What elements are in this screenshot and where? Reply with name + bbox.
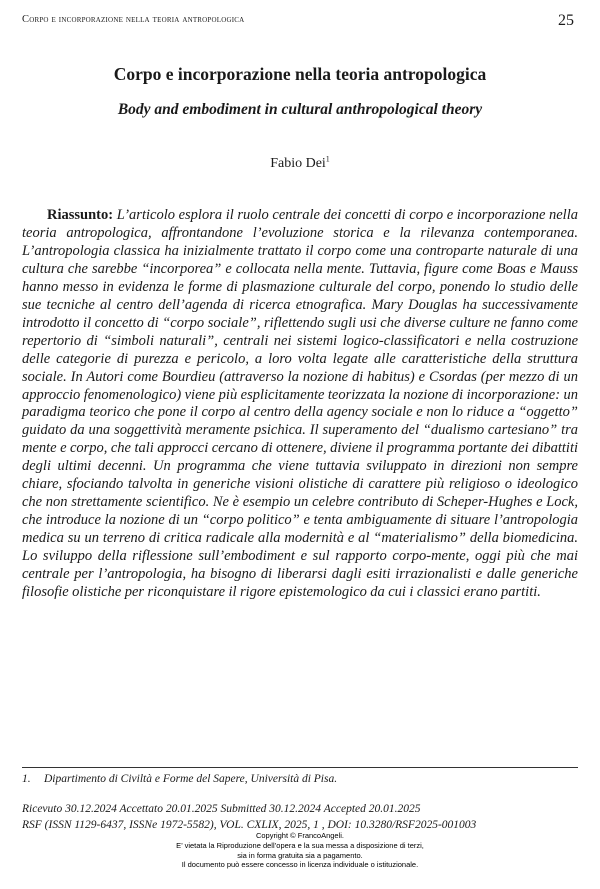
running-head: Corpo e incorporazione nella teoria antropologica [22,14,245,25]
copyright-line: Copyright © FrancoAngeli. [255,831,345,840]
copyright-line: sia in forma gratuita sia a pagamento. [237,850,363,860]
received-dates: Ricevuto 30.12.2024 Accettato 20.01.2025 Submitted 30.12.2024 Accepted 20.01.2025 [22,803,421,815]
page-number: 25 [558,12,574,29]
journal-citation: RSF (ISSN 1129-6437, ISSNe 1972-5582), VOL. CXLIX, 2025, 1 , DOI: 10.3280/RSF2025-001003 [22,819,477,831]
article-title: Corpo e incorporazione nella teoria antropologica [113,64,487,84]
abstract [22,207,578,602]
copyright-notice [0,831,600,870]
author-footnote-mark: 1 [325,154,330,164]
copyright-line: Il documento può essere concesso in licenza individuale o istituzionale. [181,860,419,870]
author-name: Fabio Dei [270,156,326,171]
article-subtitle: Body and embodiment in cultural anthropological theory [117,101,483,118]
abstract-label: Riassunto: [47,207,114,223]
abstract-text: L’articolo esplora il ruolo centrale dei concetti di corpo e incorporazione nella teoria antropologica, affrontandone l’evoluzione storica e la rilevanza contemporanea. L’antropologia classica ha inizialmente trattato il corpo come una controparte naturale di una cultura che sarebbe “incorporea” e collocata nella mente. Tuttavia, figure come Boas e Mauss hanno messo in evidenza le forme di plasmazione culturale del corpo, ponendo lo studio delle sue tecniche al centro dell’agenda di ricerca etnografica. Mary Douglas ha successivamente introdotto il concetto di “corpo sociale”, riflettendo sugli usi che diverse culture ne fanno come repertorio di “simboli naturali”, centrali nei sistemi logico-classificatori e nella costruzione delle categorie di purezza e pericolo, a loro volta legate alle caratteristiche della struttura sociale. In Autori come Bourdieu (attraverso la nozione di habitus) e Csordas (per mezzo di un approccio fenomenologico) viene più esplicitamente teorizzata la nozione di incorporazione: un paradigma teorico che pone il corpo al centro della agency sociale e non lo riduce a “oggetto” guidato da una soggettività meramente psichica. Il superamento del “dualismo cartesiano” tra mente e corpo, che tali approcci cercano di ottenere, diviene il programma portante dei dibattiti degli ultimi decenni. Un programma che viene tuttavia sviluppato in direzioni non sempre chiare, sfociando talvolta in generiche visioni olistiche di carattere più religioso o ideologico che non strettamente scientifico. Ne è esempio un celebre contributo di Scheper-Hughes e Lock, che introduce la nozione di un “corpo politico” e tenta ambiguamente di situare l’antropologia medica su un terreno di critica radicale alla modernità e al “materialismo” della biomedicina. Lo sviluppo della riflessione sull’embodiment e sul rapporto corpo-mente, oggi più che mai centrale per l’antropologia, ha bisogno di liberarsi dagli esiti irrazionalisti e dalle generiche filosofie olistiche per riconquistare il rigore epistemologico da cui i classici erano partiti. [22,207,578,601]
author-line [0,156,600,172]
footnote-text: Dipartimento di Civiltà e Forme del Sapere, Università di Pisa. [44,773,338,785]
copyright-line: E’ vietata la Riproduzione dell’opera e la sua messa a disposizione di terzi, [176,840,424,850]
footnote-number: 1. [22,773,31,785]
footnote-divider [22,767,578,768]
footnote [22,773,337,785]
